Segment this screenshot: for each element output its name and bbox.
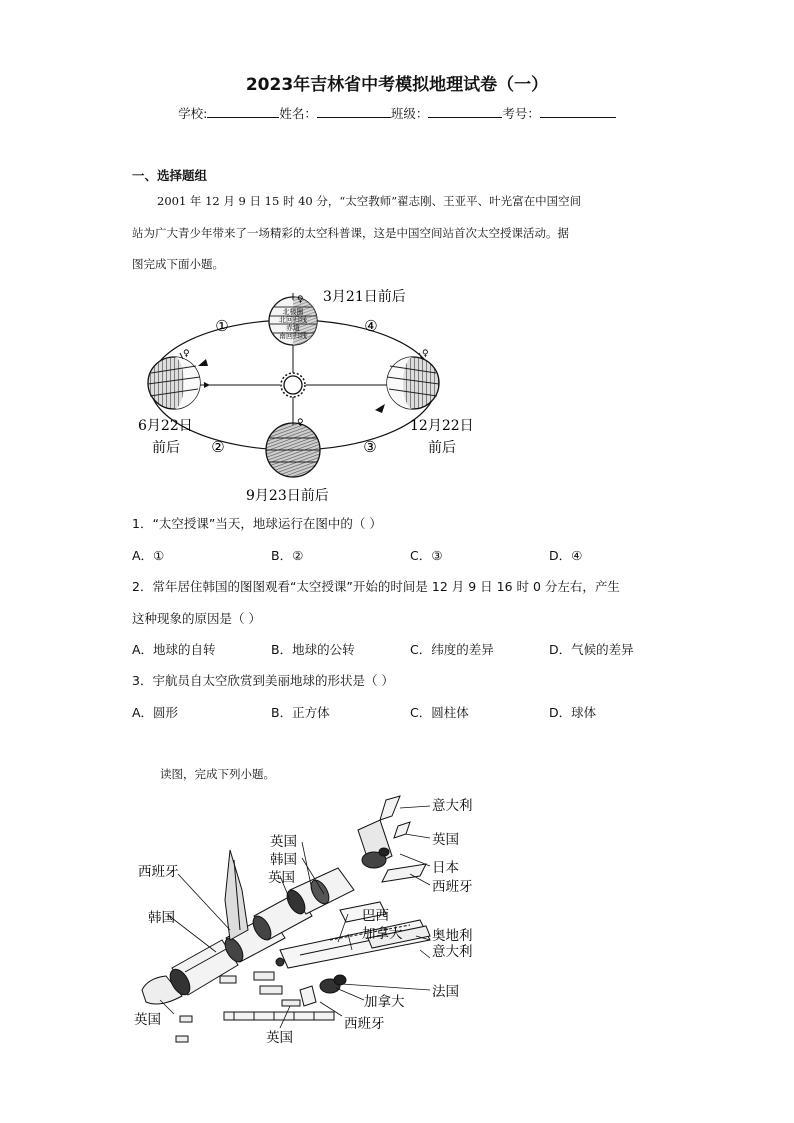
zone-label: 北极圈 xyxy=(282,308,304,316)
q3-option-a[interactable]: A．圆形 xyxy=(132,705,179,720)
school-blank[interactable] xyxy=(207,105,279,118)
q1-option-d[interactable]: D．④ xyxy=(549,548,583,563)
class-blank[interactable] xyxy=(428,105,502,118)
class-label: 班级： xyxy=(390,106,429,121)
earth-march-icon xyxy=(269,293,317,345)
question-3-stem: 3．宇航员自太空欣赏到美丽地球的形状是（ ） xyxy=(132,673,394,688)
q2-option-d[interactable]: D．气候的差异 xyxy=(549,642,634,657)
intro-line: 2001 年 12 月 9 日 15 时 40 分，“太空教师”翟志刚、王亚平、叶光富在中国空间 xyxy=(157,194,582,208)
date-label-june: 6月22日 xyxy=(138,418,193,434)
part-label: 英国 xyxy=(268,870,295,886)
svg-text:♀: ♀ xyxy=(183,349,190,359)
q3-option-c[interactable]: C．圆柱体 xyxy=(410,705,469,720)
part-label: 英国 xyxy=(432,832,459,848)
date-label-june-2: 前后 xyxy=(152,440,180,456)
date-label-september: 9月23日前后 xyxy=(246,488,329,504)
part-label: 西班牙 xyxy=(432,879,473,895)
position-mark-3: ③ xyxy=(363,438,377,456)
zone-label: 赤道 xyxy=(286,324,300,332)
date-label-december: 12月22日 xyxy=(410,418,474,434)
part-label: 奥地利 xyxy=(432,928,473,944)
earth-september-icon xyxy=(266,418,320,477)
part-label: 英国 xyxy=(266,1030,293,1046)
name-label: 姓名： xyxy=(279,106,317,121)
svg-text:♀: ♀ xyxy=(297,418,304,428)
part-label: 意大利 xyxy=(432,944,473,960)
part-label: 法国 xyxy=(432,984,459,1000)
position-mark-2: ② xyxy=(211,438,225,456)
svg-text:♀: ♀ xyxy=(297,295,304,305)
exam-no-blank[interactable] xyxy=(540,105,616,118)
name-blank[interactable] xyxy=(317,105,391,118)
q1-option-c[interactable]: C．③ xyxy=(410,548,443,563)
engine-top xyxy=(358,796,426,882)
position-mark-4: ④ xyxy=(364,317,378,335)
q2-option-b[interactable]: B．地球的公转 xyxy=(271,642,355,657)
earth-june-icon xyxy=(148,349,200,409)
section2-intro: 读图，完成下列小题。 xyxy=(160,767,275,781)
date-label-december-2: 前后 xyxy=(428,440,456,456)
part-label: 巴西 xyxy=(362,908,389,924)
intro-line: 站为广大青少年带来了一场精彩的太空科普课，这是中国空间站首次太空授课活动。据 xyxy=(132,226,569,240)
section-heading: 一、选择题组 xyxy=(132,168,208,183)
part-label: 英国 xyxy=(134,1012,161,1028)
q2-option-a[interactable]: A．地球的自转 xyxy=(132,642,216,657)
q3-option-d[interactable]: D．球体 xyxy=(549,705,597,720)
part-label: 西班牙 xyxy=(138,864,179,880)
q2-option-c[interactable]: C．纬度的差异 xyxy=(410,642,494,657)
position-mark-1: ① xyxy=(215,317,229,335)
earth-orbit-diagram xyxy=(130,280,500,510)
part-label: 日本 xyxy=(432,860,459,876)
part-label: 加拿大 xyxy=(364,994,405,1010)
airplane-parts-diagram xyxy=(130,790,490,1050)
part-label: 韩国 xyxy=(148,910,175,926)
part-label: 意大利 xyxy=(432,798,473,814)
exam-no-label: 考号： xyxy=(502,106,540,121)
part-label: 西班牙 xyxy=(344,1016,385,1032)
vertical-tail xyxy=(225,850,248,940)
zone-label: 南回归线 xyxy=(279,332,307,340)
question-2-stem: 2．常年居住韩国的图图观看“太空授课”开始的时间是 12 月 9 日 16 时 0 分左右，产生 xyxy=(132,579,620,594)
sun-icon xyxy=(281,373,305,397)
page-title: 2023年吉林省中考模拟地理试卷（一） xyxy=(245,75,549,95)
date-label-march: 3月21日前后 xyxy=(323,289,406,305)
part-label: 英国 xyxy=(270,834,297,850)
school-label: 学校: xyxy=(178,106,208,121)
q3-option-b[interactable]: B．正方体 xyxy=(271,705,330,720)
part-label: 韩国 xyxy=(270,852,297,868)
zone-label: 北回归线 xyxy=(279,316,307,324)
student-info-line xyxy=(0,104,794,122)
engine-bottom xyxy=(300,975,346,1006)
question-1-stem: 1．“太空授课”当天，地球运行在图中的（ ） xyxy=(132,516,382,531)
question-2-stem-cont: 这种现象的原因是（ ） xyxy=(132,611,261,626)
q1-option-a[interactable]: A．① xyxy=(132,548,165,563)
q1-option-b[interactable]: B．② xyxy=(271,548,304,563)
svg-text:♀: ♀ xyxy=(422,349,429,359)
earth-december-icon xyxy=(387,349,439,409)
intro-line: 图完成下面小题。 xyxy=(132,257,224,271)
part-label: 加拿大 xyxy=(362,926,403,942)
